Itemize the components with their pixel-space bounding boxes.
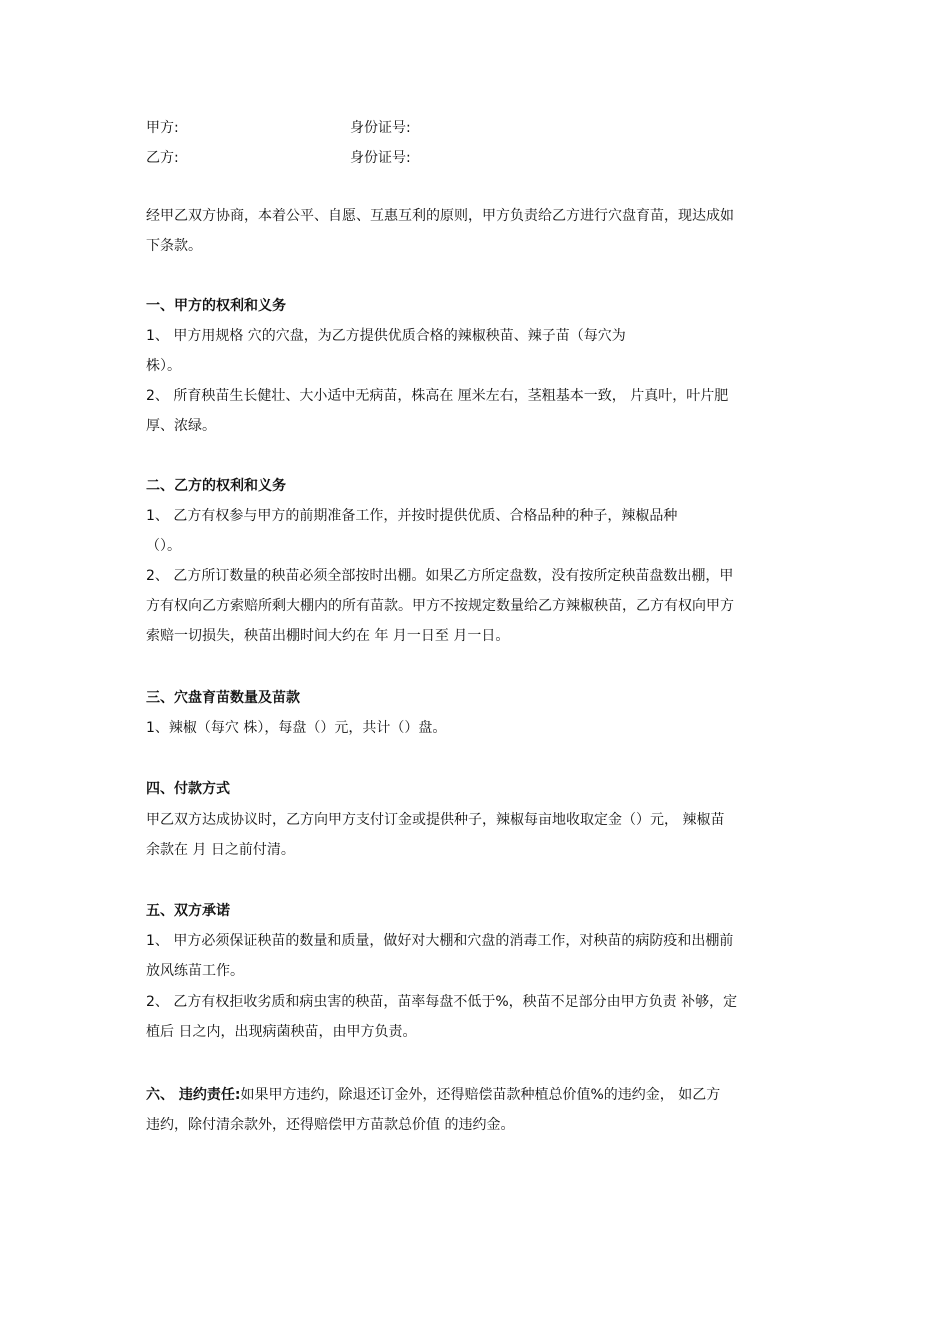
section-4-line-2: 余款在 月 日之前付清。 xyxy=(146,842,295,858)
section-2-item-2-line-3: 索赔一切损失，秧苗出棚时间大约在 年 月一日至 月一日。 xyxy=(146,628,510,644)
section-4-heading: 四、付款方式 xyxy=(146,781,230,797)
section-5-item-2-line-1: 2、 乙方有权拒收劣质和病虫害的秧苗，苗率每盘不低于%，秧苗不足部分由甲方负责 补够，定 xyxy=(146,994,738,1010)
intro-line-1: 经甲乙双方协商，本着公平、自愿、互惠互利的原则，甲方负责给乙方进行穴盘育苗，现达成如 xyxy=(146,208,734,224)
section-6-line-1 xyxy=(146,1085,720,1105)
section-6-line-1-text: 如果甲方违约，除退还订金外，还得赔偿苗款种植总价值%的违约金， 如乙方 xyxy=(240,1087,721,1103)
section-3-heading: 三、穴盘育苗数量及苗款 xyxy=(146,690,300,706)
party-b-row xyxy=(146,148,826,168)
section-3-item-1: 1、辣椒（每穴 株），每盘（）元，共计（）盘。 xyxy=(146,720,447,736)
section-1-heading: 一、甲方的权利和义务 xyxy=(146,298,286,314)
section-2-heading: 二、乙方的权利和义务 xyxy=(146,478,286,494)
party-a-row xyxy=(146,118,826,138)
section-2-item-1-line-1: 1、 乙方有权参与甲方的前期准备工作，并按时提供优质、合格品种的种子，辣椒品种 xyxy=(146,508,678,524)
section-1-item-1-line-1: 1、 甲方用规格 穴的穴盘，为乙方提供优质合格的辣椒秧苗、辣子苗（每穴为 xyxy=(146,328,626,344)
section-6-line-2: 违约，除付清余款外，还得赔偿甲方苗款总价值 的违约金。 xyxy=(146,1117,515,1133)
section-5-item-2-line-2: 植后 日之内，出现病菌秧苗，由甲方负责。 xyxy=(146,1024,417,1040)
section-2-item-2-line-1: 2、 乙方所订数量的秧苗必须全部按时出棚。如果乙方所定盘数，没有按所定秧苗盘数出棚，甲 xyxy=(146,568,734,584)
section-2-item-2-line-2: 方有权向乙方索赔所剩大棚内的所有苗款。甲方不按规定数量给乙方辣椒秧苗，乙方有权向甲方 xyxy=(146,598,734,614)
intro-line-2: 下条款。 xyxy=(146,238,202,254)
party-b-label: 乙方: xyxy=(146,150,179,166)
section-1-item-2-line-1: 2、 所育秧苗生长健壮、大小适中无病苗，株高在 厘米左右，茎粗基本一致， 片真叶，叶片肥 xyxy=(146,388,729,404)
party-b-id-label: 身份证号: xyxy=(350,150,411,166)
party-a-label: 甲方: xyxy=(146,120,179,136)
section-5-heading: 五、双方承诺 xyxy=(146,903,230,919)
section-1-item-2-line-2: 厚、浓绿。 xyxy=(146,418,216,434)
section-5-item-1-line-1: 1、 甲方必须保证秧苗的数量和质量，做好对大棚和穴盘的消毒工作，对秧苗的病防疫和出棚前 xyxy=(146,933,734,949)
party-a-id-label: 身份证号: xyxy=(350,120,411,136)
section-6-heading: 六、 违约责任: xyxy=(146,1087,241,1103)
section-4-line-1: 甲乙双方达成协议时，乙方向甲方支付订金或提供种子，辣椒每亩地收取定金（）元， 辣椒苗 xyxy=(146,812,725,828)
section-1-item-1-line-2: 株）。 xyxy=(146,358,181,374)
section-5-item-1-line-2: 放风练苗工作。 xyxy=(146,963,244,979)
section-2-item-1-line-2: （）。 xyxy=(146,538,181,554)
